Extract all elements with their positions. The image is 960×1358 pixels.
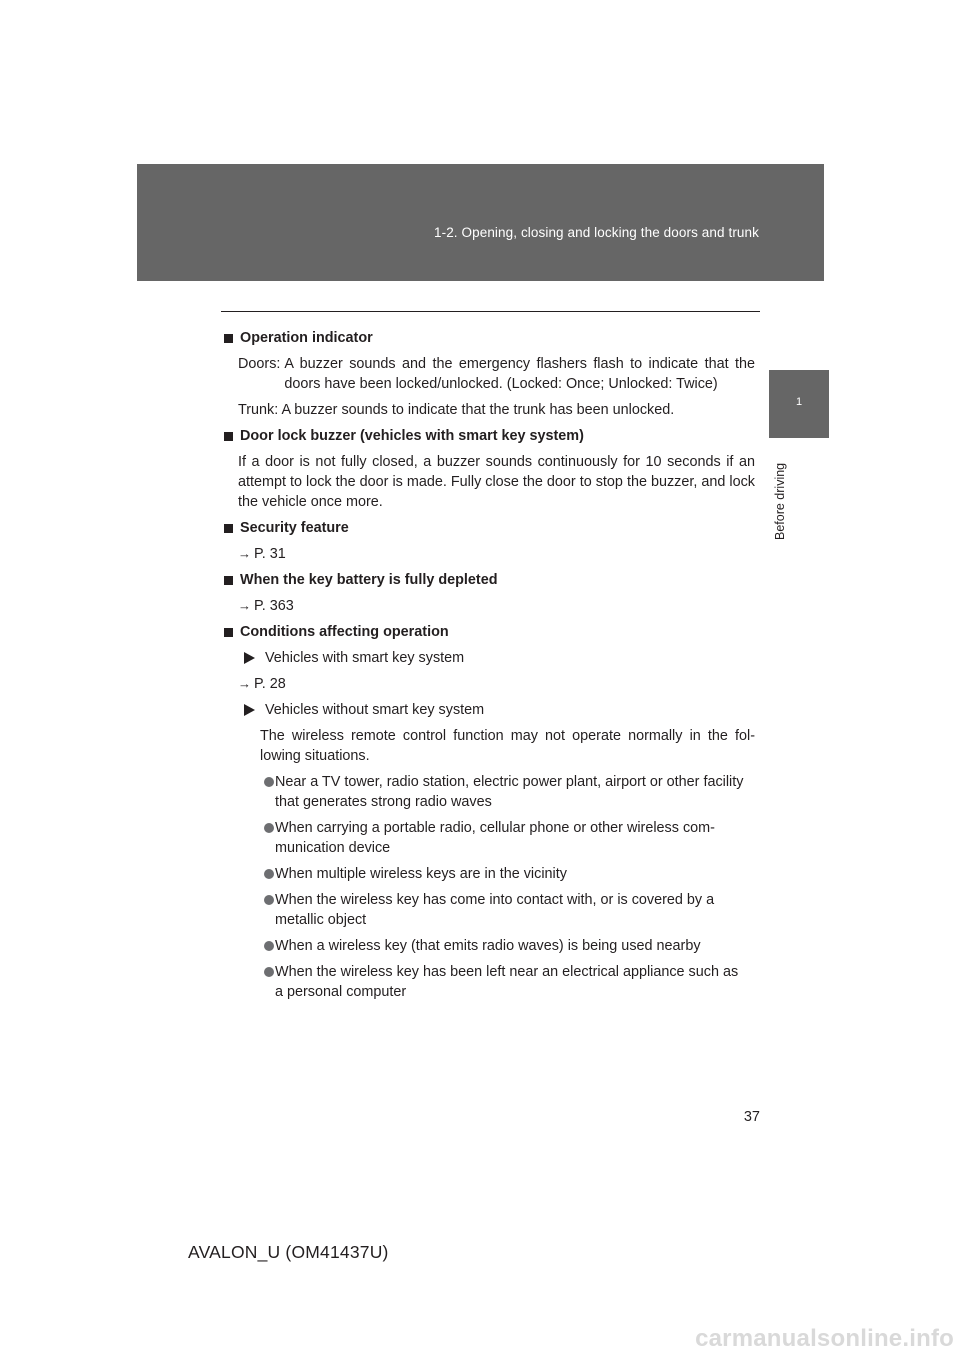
heading-text: Conditions affecting operation (240, 624, 449, 640)
doors-text: A buzzer sounds and the emergency flashers flash to indicate that the doors have been locked/unlocked. (Locked: Once; Unlocked: Twice) (284, 356, 755, 392)
page-reference[interactable] (238, 596, 755, 616)
heading-text: When the key battery is fully depleted (240, 572, 498, 588)
dot-bullet-icon (264, 967, 274, 977)
list-item-text: When the wireless key has been left near an electrical appliance such as a personal computer (275, 964, 739, 1000)
heading-conditions (222, 622, 755, 642)
chapter-label: Before driving (773, 462, 787, 540)
section-title: 1-2. Opening, closing and locking the doors and trunk (433, 225, 759, 240)
square-bullet-icon (224, 628, 233, 637)
subheading-smart-key (240, 648, 755, 668)
reference-text: P. 31 (254, 546, 286, 562)
subheading-text: Vehicles without smart key system (265, 702, 485, 718)
list-item-text: When multiple wireless keys are in the vicinity (275, 866, 567, 882)
page-number: 37 (743, 1109, 760, 1125)
square-bullet-icon (224, 524, 233, 533)
doors-paragraph (238, 354, 755, 394)
arrow-right-icon: → (238, 676, 251, 691)
list-item (264, 864, 755, 884)
heading-text: Operation indicator (240, 330, 373, 346)
page-content (222, 328, 755, 1008)
list-item-text: When carrying a portable radio, cellular phone or other wireless com-munication device (275, 820, 715, 856)
watermark: carmanualsonline.info (695, 1325, 954, 1352)
buzzer-paragraph: If a door is not fully closed, a buzzer sounds continuously for 10 seconds if an attempt to lock the door is made. Fully close the door to stop the buzzer, and lock the vehicle once more. (238, 454, 755, 510)
square-bullet-icon (224, 334, 233, 343)
arrow-right-icon: → (238, 598, 251, 613)
list-item (264, 890, 755, 930)
dot-bullet-icon (264, 823, 274, 833)
list-item-text: When a wireless key (that emits radio waves) is being used nearby (275, 938, 701, 954)
square-bullet-icon (224, 576, 233, 585)
reference-text: P. 28 (254, 676, 286, 692)
chapter-tab (769, 370, 829, 438)
reference-text: P. 363 (254, 598, 294, 614)
heading-text: Door lock buzzer (vehicles with smart key system) (240, 428, 584, 444)
dot-bullet-icon (264, 777, 274, 787)
dot-bullet-icon (264, 941, 274, 951)
dot-bullet-icon (264, 895, 274, 905)
triangle-bullet-icon (244, 652, 255, 664)
subheading-text: Vehicles with smart key system (265, 650, 465, 666)
heading-security-feature (222, 518, 755, 538)
page-reference[interactable] (238, 674, 755, 694)
trunk-paragraph: Trunk: A buzzer sounds to indicate that the trunk has been unlocked. (238, 402, 675, 418)
arrow-right-icon: → (238, 546, 251, 561)
list-item (264, 772, 755, 812)
list-item-text: Near a TV tower, radio station, electric power plant, airport or other facility that generates strong radio waves (275, 774, 744, 810)
chapter-number: 1 (795, 396, 803, 408)
heading-door-lock-buzzer (222, 426, 755, 446)
document-footer: AVALON_U (OM41437U) (188, 1242, 389, 1262)
triangle-bullet-icon (244, 704, 255, 716)
list-item-text: When the wireless key has come into contact with, or is covered by a metallic object (275, 892, 715, 928)
square-bullet-icon (224, 432, 233, 441)
list-item (264, 818, 755, 858)
list-item (264, 962, 755, 1002)
list-item (264, 936, 755, 956)
heading-key-battery (222, 570, 755, 590)
page-reference[interactable] (238, 544, 755, 564)
conditions-paragraph: The wireless remote control function may not operate normally in the fol-lowing situations. (260, 728, 755, 764)
subheading-no-smart-key (240, 700, 755, 720)
top-rule (221, 311, 760, 312)
dot-bullet-icon (264, 869, 274, 879)
heading-operation-indicator (222, 328, 755, 348)
heading-text: Security feature (240, 520, 349, 536)
header-band (137, 164, 824, 281)
doors-label: Doors: (238, 356, 285, 372)
